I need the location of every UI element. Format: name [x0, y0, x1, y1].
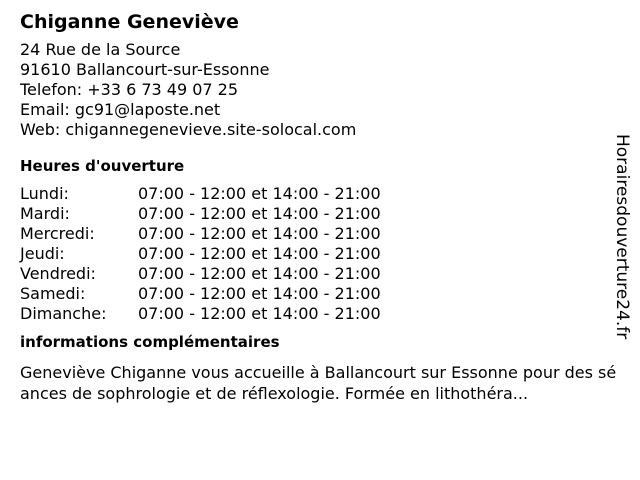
- time-range: 07:00 - 12:00 et 14:00 - 21:00: [138, 264, 381, 283]
- hours-table: [20, 184, 610, 324]
- day-label: Mardi:: [20, 204, 70, 223]
- time-range: 07:00 - 12:00 et 14:00 - 21:00: [138, 204, 381, 223]
- email-line: Email: gc91@laposte.net: [20, 100, 221, 119]
- address-city: 91610 Ballancourt-sur-Essonne: [20, 60, 270, 79]
- site-watermark: Horairesdouverture24.fr: [612, 134, 632, 340]
- web-line: Web: chigannegenevieve.site-solocal.com: [20, 120, 357, 139]
- contact-block: [20, 40, 610, 140]
- hours-row-jeudi: [20, 244, 610, 264]
- time-range: 07:00 - 12:00 et 14:00 - 21:00: [138, 284, 381, 303]
- info-description: Geneviève Chiganne vous accueille à Ballancourt sur Essonne pour des séances de sophrologie et de réflexologie. Formée en lithothéra...: [20, 363, 617, 403]
- hours-row-mardi: [20, 204, 610, 224]
- day-label: Lundi:: [20, 184, 69, 203]
- day-label: Dimanche:: [20, 304, 107, 323]
- hours-row-lundi: [20, 184, 610, 204]
- hours-row-samedi: [20, 284, 610, 304]
- time-range: 07:00 - 12:00 et 14:00 - 21:00: [138, 224, 381, 243]
- day-label: Jeudi:: [20, 244, 65, 263]
- business-name: Chiganne Geneviève: [20, 11, 239, 33]
- hours-row-vendredi: [20, 264, 610, 284]
- hours-row-dimanche: [20, 304, 610, 324]
- day-label: Samedi:: [20, 284, 86, 303]
- time-range: 07:00 - 12:00 et 14:00 - 21:00: [138, 244, 381, 263]
- time-range: 07:00 - 12:00 et 14:00 - 21:00: [138, 304, 381, 323]
- info-heading: informations complémentaires: [20, 333, 280, 351]
- business-card: [20, 8, 617, 404]
- address-street: 24 Rue de la Source: [20, 40, 181, 59]
- phone-line: Telefon: +33 6 73 49 07 25: [20, 80, 239, 99]
- day-label: Mercredi:: [20, 224, 95, 243]
- day-label: Vendredi:: [20, 264, 96, 283]
- time-range: 07:00 - 12:00 et 14:00 - 21:00: [138, 184, 381, 203]
- hours-row-mercredi: [20, 224, 610, 244]
- hours-heading: Heures d'ouverture: [20, 157, 185, 175]
